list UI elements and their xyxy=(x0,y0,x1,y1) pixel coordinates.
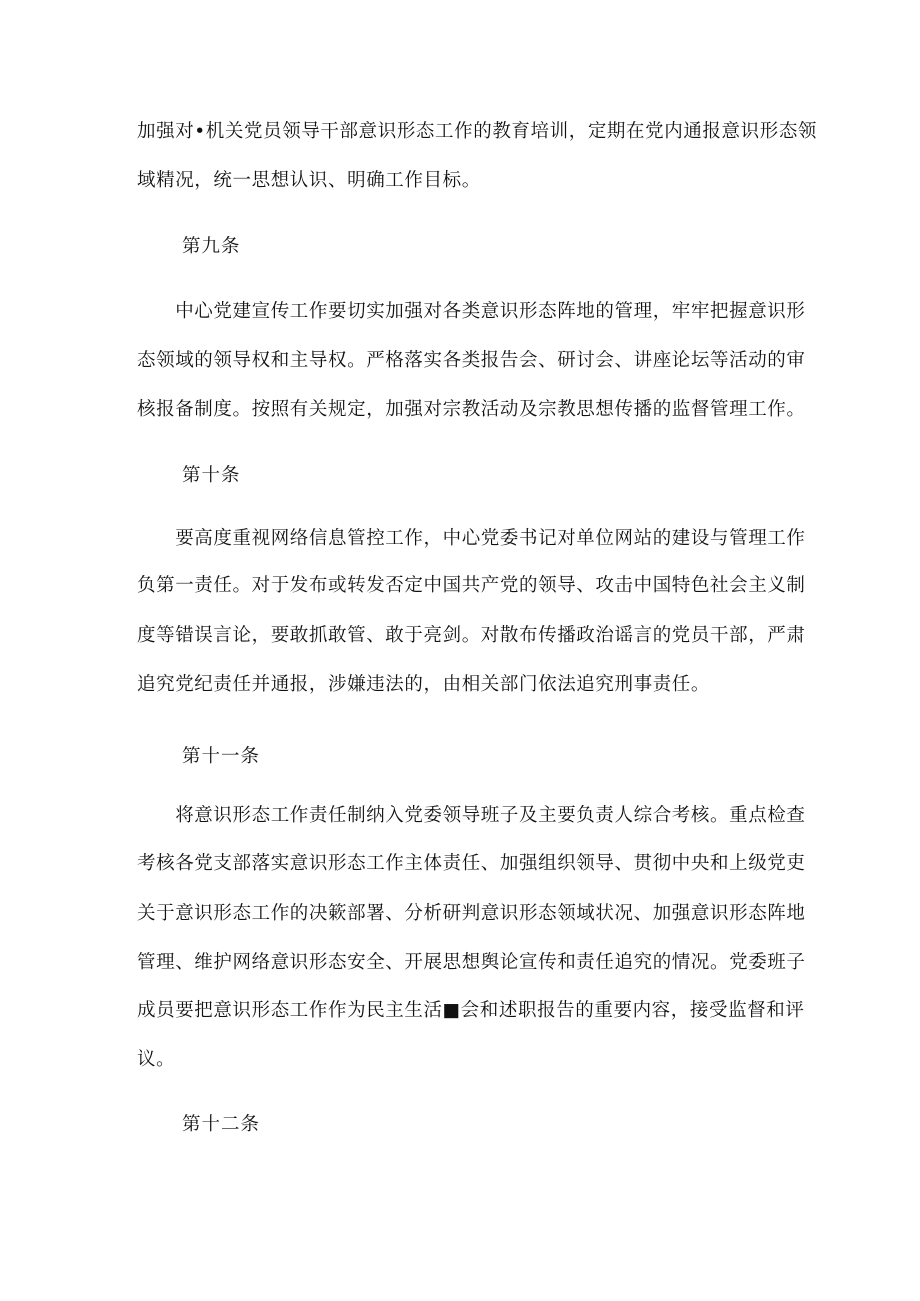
article-10-line-1: 要高度重视网络信息管控工作，中心党委书记对单位网站的建设与管理工作 xyxy=(137,528,806,549)
article-10-heading: 第十条 xyxy=(182,465,241,486)
article-9-line-3: 核报备制度。按照有关规定，加强对宗教活动及宗教思想传播的监督管理工作。 xyxy=(137,399,806,420)
article-11-line-3: 关于意识形态工作的决簌部署、分析研判意识形态领域状况、加强意识形态阵地 xyxy=(137,903,806,924)
article-11-heading: 第十一条 xyxy=(182,746,261,767)
article-11-line-1: 将意识形态工作责任制纳入党委领导班子及主要负责人综合考核。重点检查 xyxy=(137,805,806,826)
article-10-line-4: 追究党纪责任并通报，涉嫌违法的，由相关部门依法追究刑事责任。 xyxy=(137,674,711,695)
article-11-line-2: 考核各党支部落实意识形态工作主体责任、加强组织领导、贯彻中央和上级党吏 xyxy=(137,853,806,874)
intro-line-2: 域精况，统一思想认识、明确工作目标。 xyxy=(137,170,481,191)
intro-line-1: 加强对•机关党员领导干部意识形态工作的教育培训，定期在党内通报意识形态领 xyxy=(137,121,818,142)
article-11-line-6: 议。 xyxy=(137,1049,176,1070)
article-11-line-4: 管理、维护网络意识形态安全、开展思想舆论宣传和责任追究的情况。党委班子 xyxy=(137,952,806,973)
article-9-heading: 第九条 xyxy=(182,236,241,257)
article-10-line-3: 度等错误言论，要敢抓敢管、敢于亮剑。对散布传播政治谣言的党员干部，严肃 xyxy=(137,625,806,646)
article-10-line-2: 负第一责任。对于发布或转发否定中国共产党的领导、攻击中国特色社会主义制 xyxy=(137,575,806,596)
article-11-line-5: 成员要把意识形态工作作为民主生活■会和述职报告的重要内容，接受监督和评 xyxy=(137,1000,805,1021)
article-9-line-2: 态领域的领导权和主导权。严格落实各类报告会、研讨会、讲座论坛等活动的审 xyxy=(137,350,806,371)
article-9-line-1: 中心党建宣传工作要切实加强对各类意识形态阵地的管理，牢牢把握意识形 xyxy=(137,301,806,322)
article-12-heading: 第十二条 xyxy=(182,1114,261,1135)
